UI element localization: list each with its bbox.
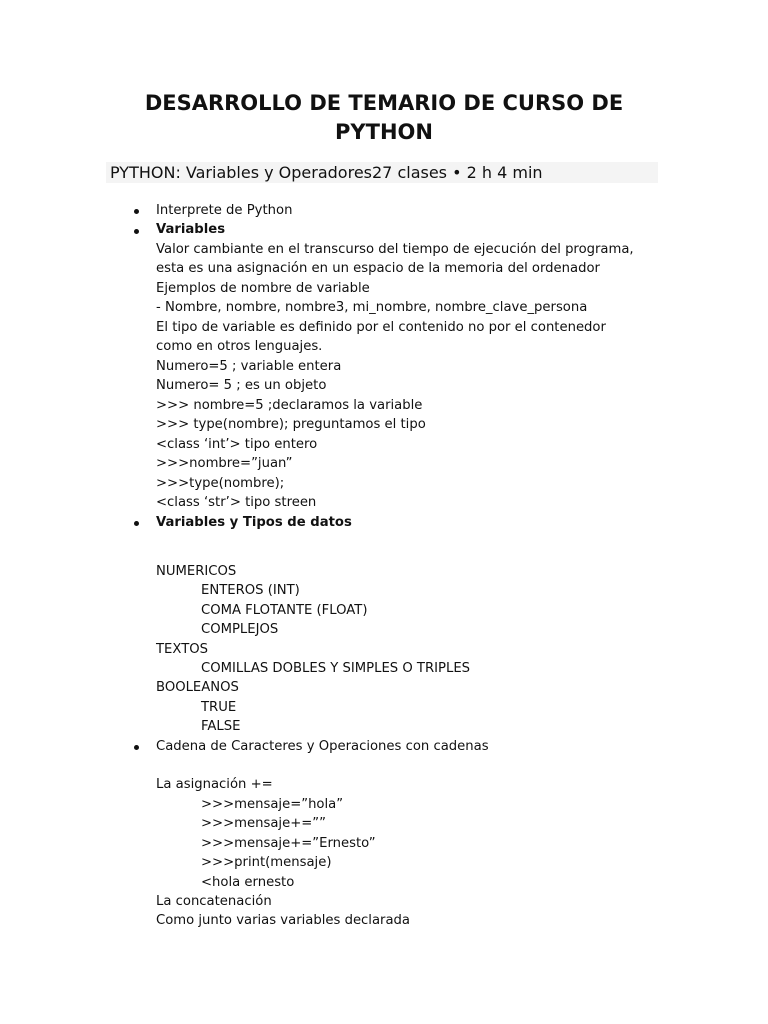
code-line: <class ‘int’> tipo entero xyxy=(156,437,318,452)
list-subitem: ENTEROS (INT) xyxy=(201,583,300,598)
list-subitem: COMILLAS DOBLES Y SIMPLES O TRIPLES xyxy=(201,661,471,676)
code-line: >>> type(nombre); preguntamos el tipo xyxy=(156,417,426,432)
code-line: >>>mensaje+=”” xyxy=(201,816,326,831)
bullet-item-tipos-de-datos: Variables y Tipos de datos xyxy=(156,515,352,530)
document-title-line-1: DESARROLLO DE TEMARIO DE CURSO DE xyxy=(144,91,624,115)
paragraph-line: Como junto varias variables declarada xyxy=(156,913,411,928)
bullet-icon xyxy=(134,745,139,750)
bullet-icon xyxy=(134,521,139,526)
document-title-line-2: PYTHON xyxy=(335,120,433,144)
bullet-item-cadenas: Cadena de Caracteres y Operaciones con cadenas xyxy=(156,739,489,754)
bullet-item-interprete: Interprete de Python xyxy=(156,203,293,218)
code-line: >>>print(mensaje) xyxy=(201,855,332,870)
list-heading: TEXTOS xyxy=(156,642,208,657)
list-subitem: COMA FLOTANTE (FLOAT) xyxy=(201,603,368,618)
section-header: PYTHON: Variables y Operadores27 clases • 2 h 4 min xyxy=(110,163,543,182)
code-line: >>>mensaje+=”Ernesto” xyxy=(201,836,376,851)
code-line: <class ‘str’> tipo streen xyxy=(156,495,317,510)
list-heading: BOOLEANOS xyxy=(156,680,239,695)
list-subitem: TRUE xyxy=(201,700,237,715)
paragraph-line: - Nombre, nombre, nombre3, mi_nombre, nombre_clave_persona xyxy=(156,300,588,315)
paragraph-line: La concatenación xyxy=(156,894,272,909)
bullet-item-variables: Variables xyxy=(156,222,226,237)
paragraph-line: La asignación += xyxy=(156,777,273,792)
bullet-icon xyxy=(134,209,139,214)
code-line: >>> nombre=5 ;declaramos la variable xyxy=(156,398,423,413)
list-subitem: COMPLEJOS xyxy=(201,622,279,637)
paragraph-line: El tipo de variable es definido por el contenido no por el contenedor xyxy=(156,320,606,335)
paragraph-line: como en otros lenguajes. xyxy=(156,339,323,354)
paragraph-line: esta es una asignación en un espacio de la memoria del ordenador xyxy=(156,261,600,276)
code-line: >>>nombre=”juan” xyxy=(156,456,293,471)
paragraph-line: Ejemplos de nombre de variable xyxy=(156,281,370,296)
code-line: <hola ernesto xyxy=(201,875,295,890)
code-line: >>>mensaje=”hola” xyxy=(201,797,344,812)
list-subitem: FALSE xyxy=(201,719,241,734)
list-heading: NUMERICOS xyxy=(156,564,237,579)
bullet-icon xyxy=(134,229,139,234)
code-line: Numero= 5 ; es un objeto xyxy=(156,378,327,393)
code-line: Numero=5 ; variable entera xyxy=(156,359,342,374)
code-line: >>>type(nombre); xyxy=(156,476,285,491)
paragraph-line: Valor cambiante en el transcurso del tiempo de ejecución del programa, xyxy=(156,242,634,257)
